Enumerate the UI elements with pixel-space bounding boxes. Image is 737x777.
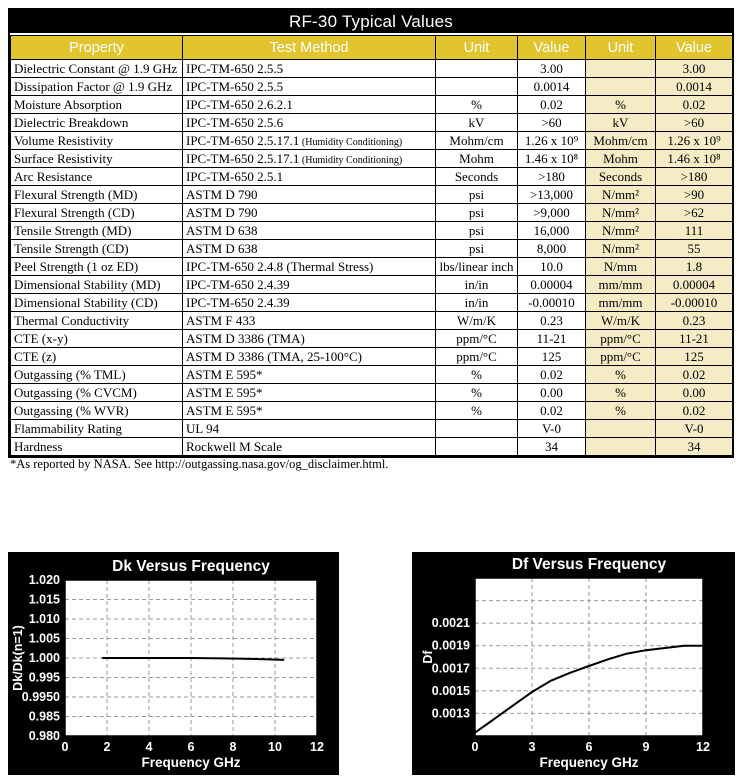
cell-unit-imperial [436,60,518,78]
cell-unit-metric: W/m/K [586,312,656,330]
cell-unit-imperial: Mohm/cm [436,132,518,150]
cell-value-metric: 55 [656,240,733,258]
cell-value-metric: 34 [656,438,733,456]
cell-value-metric: >90 [656,186,733,204]
cell-test-method: IPC-TM-650 2.4.39 [183,294,436,312]
cell-value-imperial: 10.0 [518,258,586,276]
cell-property: Dielectric Breakdown [11,114,183,132]
x-tick-label: 6 [187,740,195,754]
cell-property: Flexural Strength (CD) [11,204,183,222]
cell-unit-metric [586,78,656,96]
cell-unit-imperial: kV [436,114,518,132]
cell-unit-imperial: in/in [436,276,518,294]
cell-unit-metric: kV [586,114,656,132]
x-tick-label: 10 [268,740,282,754]
cell-unit-imperial: psi [436,222,518,240]
table-title: RF-30 Typical Values [10,10,732,35]
cell-unit-metric: Seconds [586,168,656,186]
cell-value-metric: 11-21 [656,330,733,348]
header-row [11,36,733,60]
table-row [11,186,733,204]
cell-value-metric: 125 [656,348,733,366]
cell-unit-imperial: % [436,96,518,114]
test-method-note: (Humidity Conditioning) [299,136,403,148]
cell-property: Outgassing (% WVR) [11,402,183,420]
cell-value-metric: >62 [656,204,733,222]
chart-title: Df Versus Frequency [511,556,667,573]
cell-unit-imperial: % [436,402,518,420]
cell-test-method: IPC-TM-650 2.4.39 [183,276,436,294]
cell-property: Volume Resistivity [11,132,183,150]
y-tick-label: 0.0013 [431,706,470,721]
cell-value-metric: V-0 [656,420,733,438]
cell-value-metric: 3.00 [656,60,733,78]
x-tick-label: 12 [310,740,324,754]
cell-test-method: ASTM D 638 [183,240,436,258]
x-tick-label: 3 [528,740,536,754]
cell-unit-imperial: ppm/°C [436,348,518,366]
cell-test-method: ASTM D 3386 (TMA) [183,330,436,348]
cell-unit-metric: N/mm [586,258,656,276]
cell-value-metric: 1.26 x 10⁹ [656,132,733,150]
cell-test-method: ASTM F 433 [183,312,436,330]
y-tick-label: 0.980 [28,729,60,743]
y-tick-label: 1.015 [28,592,60,607]
cell-unit-metric: N/mm² [586,222,656,240]
cell-value-imperial: 0.02 [518,402,586,420]
x-axis-label: Frequency GHz [141,755,241,770]
dk-versus-frequency-chart [8,552,339,775]
table-row [11,258,733,276]
cell-unit-metric: % [586,402,656,420]
cell-unit-metric: ppm/°C [586,348,656,366]
table-row [11,276,733,294]
typical-values-table [8,8,734,458]
cell-unit-imperial: psi [436,240,518,258]
cell-unit-imperial: lbs/linear inch [436,258,518,276]
cell-value-imperial: 0.00004 [518,276,586,294]
cell-unit-metric: % [586,384,656,402]
cell-unit-metric: ppm/°C [586,330,656,348]
y-axis-label: Dk/Dk(n=1) [11,625,25,691]
table-row [11,366,733,384]
cell-property: Peel Strength (1 oz ED) [11,258,183,276]
x-tick-label: 2 [103,740,111,754]
cell-test-method: ASTM D 790 [183,204,436,222]
cell-value-imperial: 16,000 [518,222,586,240]
cell-value-imperial: -0.00010 [518,294,586,312]
table-row [11,420,733,438]
cell-unit-imperial: Seconds [436,168,518,186]
y-axis-label: Df [421,650,435,664]
cell-unit-metric: % [586,96,656,114]
table-row [11,150,733,168]
cell-value-imperial: 1.26 x 10⁹ [518,132,586,150]
cell-property: Moisture Absorption [11,96,183,114]
cell-value-metric: >60 [656,114,733,132]
cell-test-method: ASTM E 595* [183,402,436,420]
cell-test-method: IPC-TM-650 2.5.5 [183,78,436,96]
cell-unit-imperial [436,78,518,96]
cell-value-metric: 0.00 [656,384,733,402]
cell-test-method: UL 94 [183,420,436,438]
cell-unit-metric [586,60,656,78]
table-row [11,204,733,222]
cell-value-metric: 0.23 [656,312,733,330]
cell-unit-imperial: in/in [436,294,518,312]
cell-value-metric: >180 [656,168,733,186]
table-row [11,60,733,78]
cell-unit-metric: N/mm² [586,240,656,258]
cell-unit-metric: N/mm² [586,186,656,204]
cell-unit-imperial: % [436,384,518,402]
table-row [11,402,733,420]
df-versus-frequency-chart [412,552,735,775]
cell-value-imperial: 1.46 x 10⁸ [518,150,586,168]
table-row [11,330,733,348]
cell-property: Tensile Strength (MD) [11,222,183,240]
cell-unit-imperial: W/m/K [436,312,518,330]
y-tick-label: 0.0017 [431,661,470,676]
x-tick-label: 9 [642,740,650,754]
cell-value-imperial: >60 [518,114,586,132]
y-tick-label: 1.010 [28,612,60,626]
cell-unit-metric: % [586,366,656,384]
cell-value-metric: 1.46 x 10⁸ [656,150,733,168]
cell-test-method: ASTM D 790 [183,186,436,204]
y-tick-label: 0.985 [28,709,60,724]
cell-value-imperial: 125 [518,348,586,366]
column-header-value-imperial: Value [518,36,586,60]
cell-test-method: IPC-TM-650 2.4.8 (Thermal Stress) [183,258,436,276]
cell-unit-metric: mm/mm [586,294,656,312]
cell-value-imperial: 0.02 [518,366,586,384]
y-tick-label: 1.000 [28,651,60,665]
cell-unit-imperial: psi [436,204,518,222]
y-tick-label: 1.005 [28,631,60,646]
y-tick-label: 0.995 [28,670,60,685]
cell-value-imperial: 34 [518,438,586,456]
chart-canvas [412,552,735,775]
x-tick-label: 4 [145,740,153,754]
cell-test-method: IPC-TM-650 2.5.1 [183,168,436,186]
cell-test-method: ASTM D 3386 (TMA, 25-100°C) [183,348,436,366]
cell-property: Tensile Strength (CD) [11,240,183,258]
cell-value-imperial: 0.00 [518,384,586,402]
table-row [11,78,733,96]
cell-unit-metric: mm/mm [586,276,656,294]
chart-canvas [8,552,339,775]
cell-value-imperial: 0.23 [518,312,586,330]
cell-value-imperial: V-0 [518,420,586,438]
table-row [11,312,733,330]
cell-property: Flammability Rating [11,420,183,438]
table-row [11,348,733,366]
column-header-unit-imperial: Unit [436,36,518,60]
cell-value-imperial: 0.0014 [518,78,586,96]
cell-unit-metric [586,438,656,456]
cell-property: Dielectric Constant @ 1.9 GHz [11,60,183,78]
table-row [11,240,733,258]
cell-property: Thermal Conductivity [11,312,183,330]
x-tick-label: 12 [696,740,710,754]
cell-test-method: ASTM D 638 [183,222,436,240]
cell-unit-imperial: % [436,366,518,384]
cell-property: Hardness [11,438,183,456]
cell-property: Outgassing (% CVCM) [11,384,183,402]
cell-test-method: IPC-TM-650 2.5.6 [183,114,436,132]
chart-title: Dk Versus Frequency [112,558,270,575]
cell-value-metric: -0.00010 [656,294,733,312]
y-tick-label: 0.0015 [431,683,470,698]
table-row [11,294,733,312]
cell-property: CTE (x-y) [11,330,183,348]
cell-value-metric: 0.02 [656,402,733,420]
table-row [11,132,733,150]
cell-test-method: IPC-TM-650 2.5.17.1 (Humidity Conditioning) [183,132,436,150]
cell-unit-imperial: ppm/°C [436,330,518,348]
cell-value-imperial: 11-21 [518,330,586,348]
x-tick-label: 8 [229,740,237,754]
table-row [11,222,733,240]
x-tick-label: 0 [61,740,69,754]
cell-test-method: IPC-TM-650 2.5.17.1 (Humidity Conditioning) [183,150,436,168]
cell-property: Arc Resistance [11,168,183,186]
column-header-unit-metric: Unit [586,36,656,60]
x-axis-label: Frequency GHz [539,755,639,770]
cell-value-imperial: 0.02 [518,96,586,114]
properties-table [10,35,733,456]
footnote: *As reported by NASA. See http://outgassing.nasa.gov/og_disclaimer.html. [10,457,389,471]
cell-unit-metric: Mohm/cm [586,132,656,150]
cell-property: Dimensional Stability (CD) [11,294,183,312]
cell-value-imperial: >9,000 [518,204,586,222]
cell-test-method: ASTM E 595* [183,366,436,384]
cell-value-imperial: 3.00 [518,60,586,78]
cell-value-imperial: >13,000 [518,186,586,204]
cell-value-metric: 0.02 [656,96,733,114]
cell-value-metric: 111 [656,222,733,240]
x-tick-label: 6 [585,740,593,754]
column-header-property: Property [11,36,183,60]
cell-value-metric: 0.02 [656,366,733,384]
cell-property: Surface Resistivity [11,150,183,168]
table-row [11,114,733,132]
y-tick-label: 0.0019 [431,638,470,653]
cell-test-method: IPC-TM-650 2.5.5 [183,60,436,78]
y-tick-label: 0.9950 [21,690,60,704]
y-tick-label: 1.020 [28,573,60,587]
table-row [11,168,733,186]
cell-property: Dimensional Stability (MD) [11,276,183,294]
cell-value-metric: 0.0014 [656,78,733,96]
cell-property: Dissipation Factor @ 1.9 GHz [11,78,183,96]
test-method-note: (Humidity Conditioning) [299,154,403,166]
cell-unit-imperial [436,438,518,456]
cell-value-metric: 1.8 [656,258,733,276]
cell-test-method: IPC-TM-650 2.6.2.1 [183,96,436,114]
cell-unit-metric: Mohm [586,150,656,168]
cell-test-method: ASTM E 595* [183,384,436,402]
cell-value-imperial: 8,000 [518,240,586,258]
cell-unit-imperial: psi [436,186,518,204]
x-tick-label: 0 [471,740,479,754]
cell-unit-imperial [436,420,518,438]
column-header-test-method: Test Method [183,36,436,60]
cell-unit-metric [586,420,656,438]
cell-test-method: Rockwell M Scale [183,438,436,456]
table-row [11,384,733,402]
cell-property: Outgassing (% TML) [11,366,183,384]
column-header-value-metric: Value [656,36,733,60]
table-row [11,96,733,114]
cell-value-metric: 0.00004 [656,276,733,294]
cell-property: CTE (z) [11,348,183,366]
cell-unit-metric: N/mm² [586,204,656,222]
table-row [11,438,733,456]
cell-property: Flexural Strength (MD) [11,186,183,204]
y-tick-label: 0.0021 [431,616,470,631]
cell-unit-imperial: Mohm [436,150,518,168]
cell-value-imperial: >180 [518,168,586,186]
